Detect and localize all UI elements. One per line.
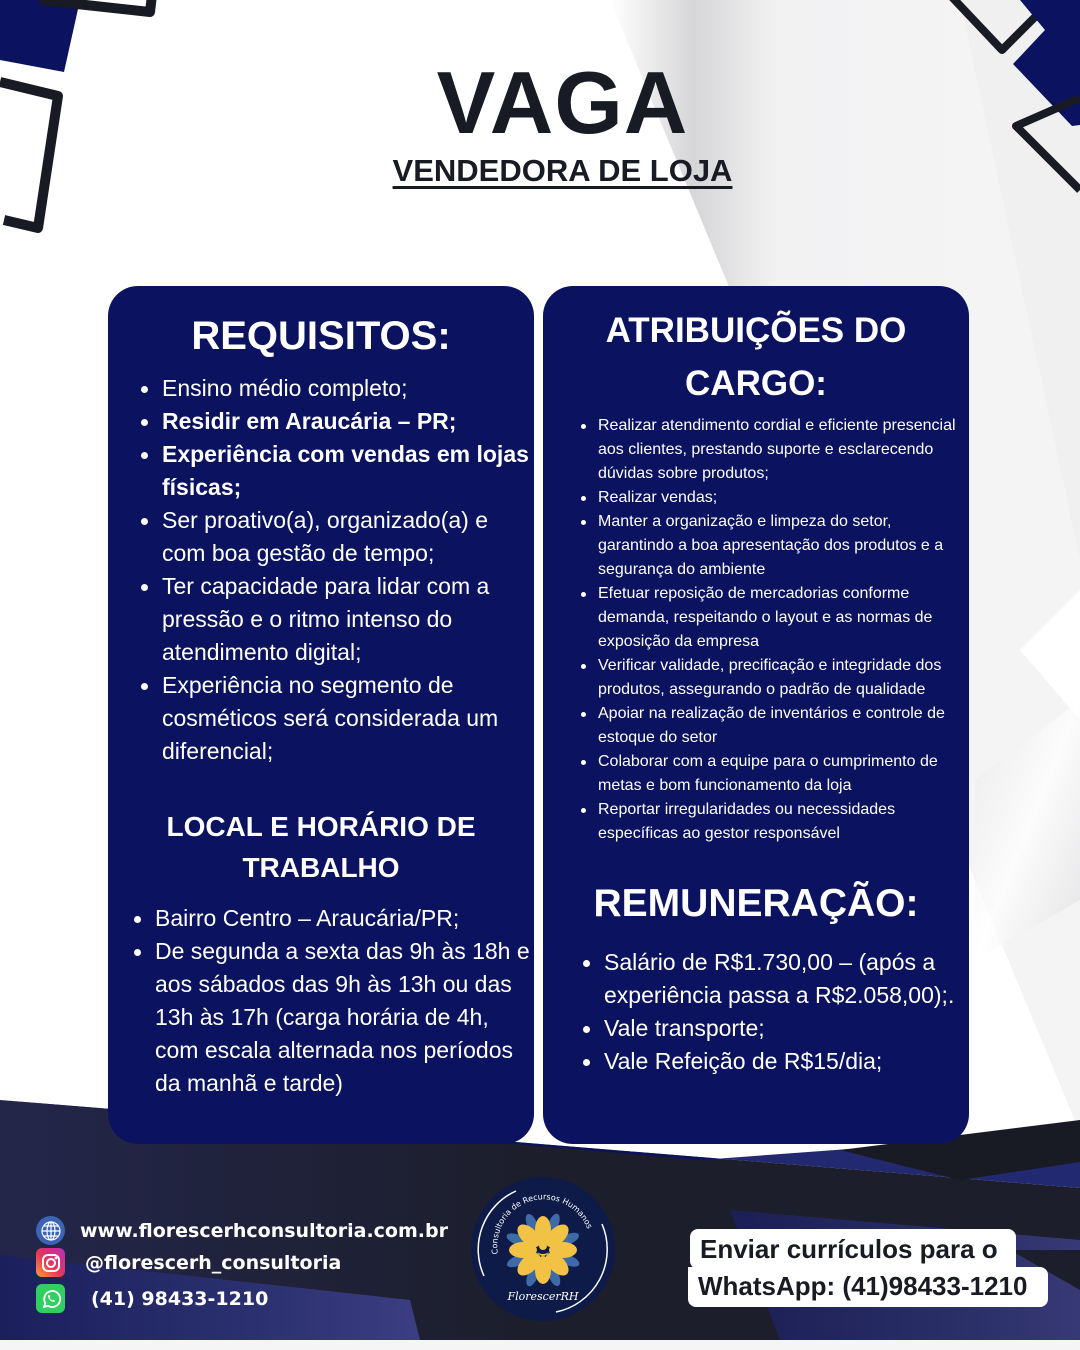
requirements-card bbox=[108, 286, 534, 1144]
location-schedule-list bbox=[134, 902, 530, 1100]
website-text: www.florescerhconsultoria.com.br bbox=[80, 1219, 448, 1242]
benefit-item: Vale Refeição de R$15/dia; bbox=[583, 1045, 963, 1078]
cta-line-2[interactable]: WhatsApp: (41)98433-1210 bbox=[688, 1267, 1048, 1307]
requirement-item: Ter capacidade para lidar com a pressão e o ritmo intenso do atendimento digital; bbox=[140, 570, 530, 669]
instagram-link[interactable] bbox=[36, 1248, 341, 1277]
duty-item: Realizar atendimento cordial e eficiente presencial aos clientes, prestando suporte e esclarecendo dúvidas sobre produtos; bbox=[581, 414, 961, 486]
job-subtitle: VENDEDORA DE LOJA bbox=[392, 153, 733, 188]
requirement-item: Residir em Araucária – PR; bbox=[140, 405, 530, 438]
benefit-item: Vale transporte; bbox=[583, 1012, 963, 1045]
duty-item: Colaborar com a equipe para o cumprimento de metas e bom funcionamento da loja bbox=[581, 750, 961, 798]
website-link[interactable] bbox=[36, 1216, 448, 1245]
duties-heading: ATRIBUIÇÕES DO CARGO: bbox=[605, 311, 907, 403]
whatsapp-text: (41) 98433-1210 bbox=[91, 1287, 269, 1310]
instagram-text: @florescerh_consultoria bbox=[85, 1251, 342, 1274]
requirements-heading: REQUISITOS: bbox=[191, 314, 451, 358]
globe-icon bbox=[36, 1216, 65, 1245]
schedule-item: De segunda a sexta das 9h às 18h e aos sábados das 9h às 13h ou das 13h às 17h (carga horária de 4h, com escala alternada nos períodos da manhã e tarde) bbox=[134, 935, 530, 1100]
compensation-heading: REMUNERAÇÃO: bbox=[593, 882, 919, 925]
duty-item: Manter a organização e limpeza do setor, garantindo a boa apresentação dos produtos e a segurança do ambiente bbox=[581, 510, 961, 582]
svg-text:Consultoria de Recursos Humano: Consultoria de Recursos Humanos bbox=[490, 1192, 595, 1255]
requirement-item: Experiência com vendas em lojas físicas; bbox=[140, 438, 530, 504]
duties-card bbox=[543, 286, 969, 1144]
requirement-item: Ser proativo(a), organizado(a) e com boa gestão de tempo; bbox=[140, 504, 530, 570]
svg-text:FlorescerRH: FlorescerRH bbox=[507, 1290, 579, 1303]
duty-item: Realizar vendas; bbox=[581, 486, 961, 510]
compensation-list bbox=[583, 946, 963, 1078]
duties-list bbox=[581, 414, 961, 846]
cta-line-1: Enviar currículos para o bbox=[690, 1229, 1016, 1269]
page-title: VAGA bbox=[436, 53, 689, 152]
whatsapp-link[interactable] bbox=[36, 1284, 268, 1313]
requirement-item: Experiência no segmento de cosméticos será considerada um diferencial; bbox=[140, 669, 530, 768]
location-item: Bairro Centro – Araucária/PR; bbox=[134, 902, 530, 935]
florescer-rh-logo bbox=[470, 1176, 616, 1322]
duty-item: Apoiar na realização de inventários e controle de estoque do setor bbox=[581, 702, 961, 750]
duty-item: Verificar validade, precificação e integridade dos produtos, assegurando o padrão de qualidade bbox=[581, 654, 961, 702]
requirement-item: Ensino médio completo; bbox=[140, 372, 530, 405]
location-schedule-heading: LOCAL E HORÁRIO DE TRABALHO bbox=[166, 811, 476, 883]
requirements-list bbox=[140, 372, 530, 768]
instagram-icon bbox=[36, 1248, 65, 1277]
duty-item: Reportar irregularidades ou necessidades específicas ao gestor responsável bbox=[581, 798, 961, 846]
whatsapp-icon bbox=[36, 1284, 65, 1313]
duty-item: Efetuar reposição de mercadorias conforme demanda, respeitando o layout e as normas de exposição da empresa bbox=[581, 582, 961, 654]
salary-item: Salário de R$1.730,00 – (após a experiência passa a R$2.058,00);. bbox=[583, 946, 963, 1012]
